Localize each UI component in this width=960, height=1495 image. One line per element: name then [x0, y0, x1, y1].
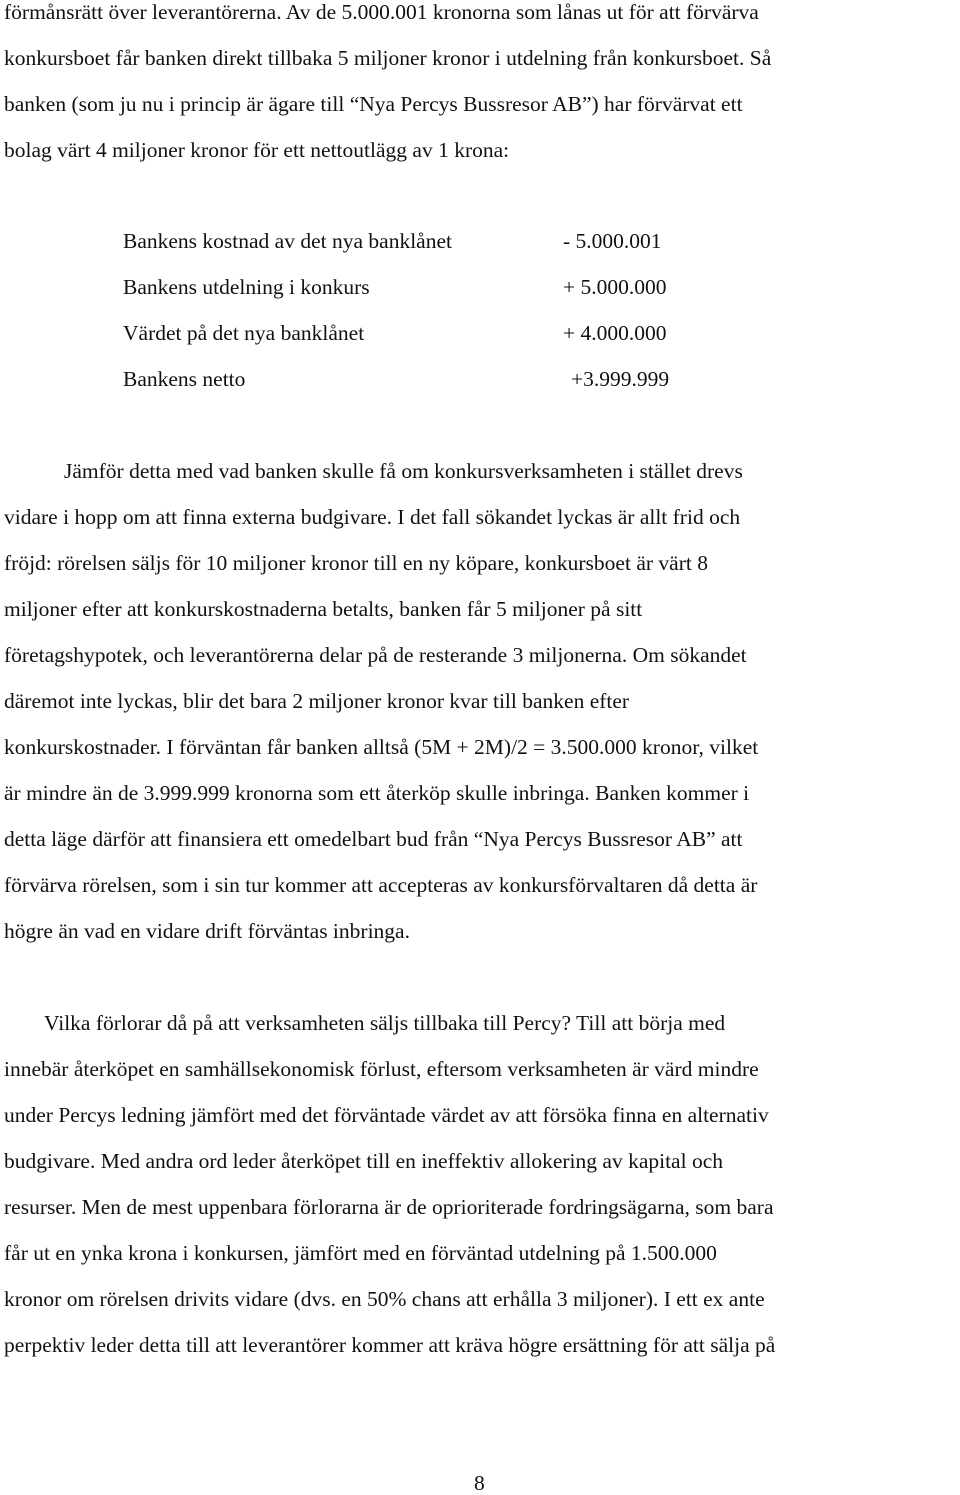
text-line: är mindre än de 3.999.999 kronorna som ett återköp skulle inbringa. Banken kommer i	[4, 781, 750, 805]
ledger-label: Bankens utdelning i konkurs	[123, 275, 370, 299]
ledger-amount: +3.999.999	[571, 367, 670, 391]
text-line: perpektiv leder detta till att leverantörer kommer att kräva högre ersättning för att sälja på	[4, 1333, 776, 1357]
text-line: förvärva rörelsen, som i sin tur kommer att accepteras av konkursförvaltaren då detta är	[4, 873, 758, 897]
text-line: innebär återköpet en samhällsekonomisk förlust, eftersom verksamheten är värd mindre	[4, 1057, 759, 1081]
text-line: förmånsrätt över leverantörerna. Av de 5.000.001 kronorna som lånas ut för att förvärva	[4, 0, 759, 24]
ledger-amount: + 4.000.000	[563, 321, 667, 345]
page-number: 8	[474, 1471, 485, 1495]
text-line: kronor om rörelsen drivits vidare (dvs. en 50% chans att erhålla 3 miljoner). I ett ex ante	[4, 1287, 765, 1311]
text-line: vidare i hopp om att finna externa budgivare. I det fall sökandet lyckas är allt frid och	[4, 505, 741, 529]
text-line: under Percys ledning jämfört med det förväntade värdet av att försöka finna en alternativ	[4, 1103, 769, 1127]
text-line: bolag värt 4 miljoner kronor för ett nettoutlägg av 1 krona:	[4, 138, 510, 162]
ledger-amount: - 5.000.001	[563, 229, 662, 253]
text-line: banken (som ju nu i princip är ägare till “Nya Percys Bussresor AB”) har förvärvat ett	[4, 92, 743, 116]
text-line: däremot inte lyckas, blir det bara 2 miljoner kronor kvar till banken efter	[4, 689, 630, 713]
ledger-label: Bankens kostnad av det nya banklånet	[123, 229, 452, 253]
ledger-amount: + 5.000.000	[563, 275, 667, 299]
text-line: företagshypotek, och leverantörerna delar på de resterande 3 miljonerna. Om sökandet	[4, 643, 747, 667]
text-line: konkurskostnader. I förväntan får banken alltså (5M + 2M)/2 = 3.500.000 kronor, vilket	[4, 735, 759, 759]
text-line: detta läge därför att finansiera ett omedelbart bud från “Nya Percys Bussresor AB” att	[4, 827, 743, 851]
text-line: resurser. Men de mest uppenbara förlorarna är de oprioriterade fordringsägarna, som bara	[4, 1195, 774, 1219]
text-line: högre än vad en vidare drift förväntas inbringa.	[4, 919, 410, 943]
ledger-label: Bankens netto	[123, 367, 246, 391]
text-line: Jämför detta med vad banken skulle få om konkursverksamheten i stället drevs	[64, 459, 743, 483]
text-line: budgivare. Med andra ord leder återköpet till en ineffektiv allokering av kapital och	[4, 1149, 723, 1173]
ledger-label: Värdet på det nya banklånet	[123, 321, 365, 345]
text-line: fröjd: rörelsen säljs för 10 miljoner kronor till en ny köpare, konkursboet är värt 8	[4, 551, 708, 575]
text-line: miljoner efter att konkurskostnaderna betalts, banken får 5 miljoner på sitt	[4, 597, 643, 621]
text-line: Vilka förlorar då på att verksamheten säljs tillbaka till Percy? Till att börja med	[44, 1011, 726, 1035]
text-line: konkursboet får banken direkt tillbaka 5 miljoner kronor i utdelning från konkursboet. Så	[4, 46, 772, 70]
text-line: får ut en ynka krona i konkursen, jämfört med en förväntad utdelning på 1.500.000	[4, 1241, 717, 1265]
